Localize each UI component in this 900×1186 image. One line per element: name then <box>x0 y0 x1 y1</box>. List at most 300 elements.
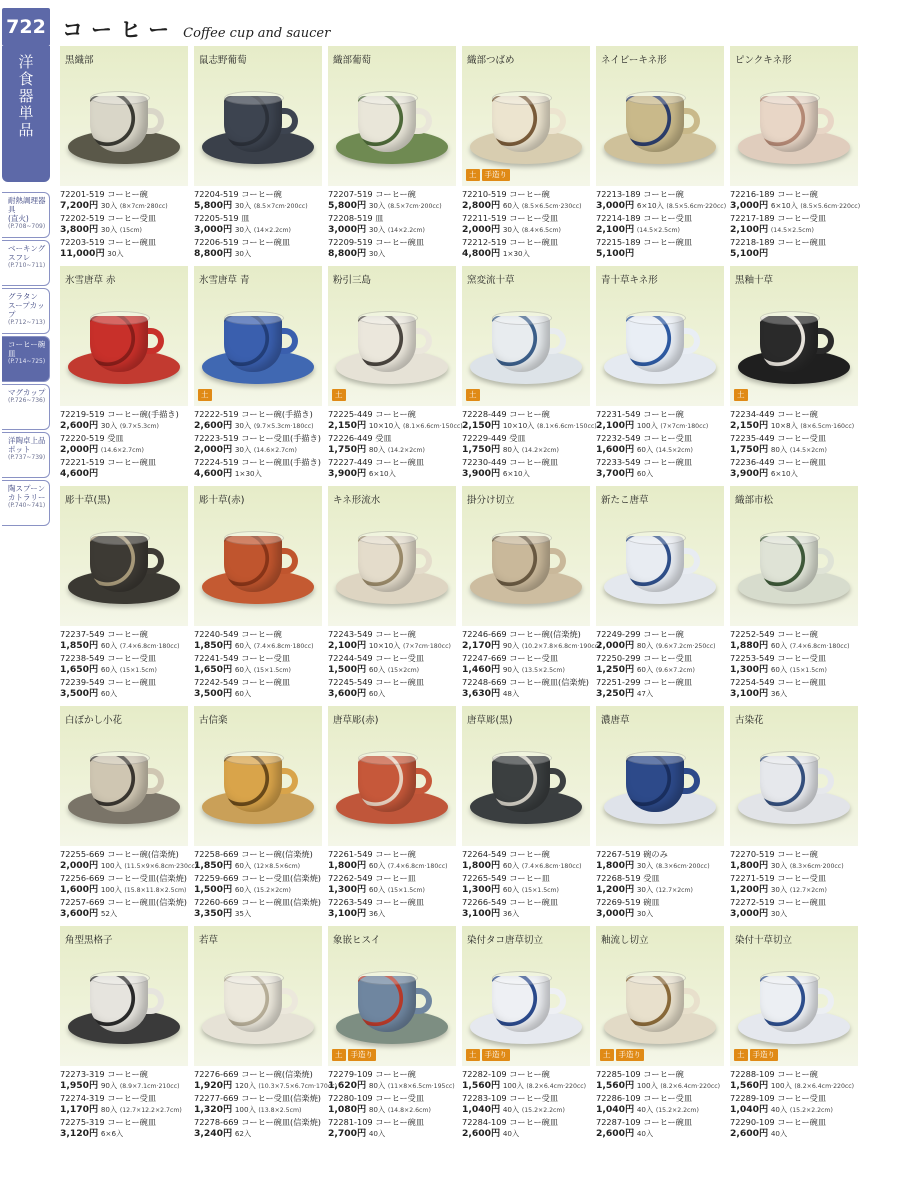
sidebar-section[interactable] <box>2 480 50 526</box>
cup-shape <box>224 96 282 152</box>
price-line <box>462 860 594 872</box>
product-name: 黒釉十草 <box>735 275 774 286</box>
sidebar-section-label: 洋陶卓上品 <box>8 436 46 445</box>
price: 5,100円 <box>730 248 769 260</box>
product-row <box>60 486 855 704</box>
pack-quantity: 60入 <box>234 641 252 651</box>
pack-quantity: 40入 <box>770 1129 788 1139</box>
dimensions: (8.2×6.4cm·220cc) <box>794 1083 855 1091</box>
dimensions: (15.2×2.2cm) <box>655 1107 699 1115</box>
pack-quantity: 30入 <box>770 909 788 919</box>
price: 3,100円 <box>328 908 367 920</box>
price: 3,100円 <box>462 908 501 920</box>
product-photo <box>462 266 590 406</box>
cup-shape <box>224 316 282 372</box>
product-card[interactable] <box>194 486 322 704</box>
price: 3,240円 <box>194 1128 233 1140</box>
product-card[interactable] <box>596 486 724 704</box>
product-card[interactable] <box>596 46 727 264</box>
pack-quantity: 40入 <box>502 1129 520 1139</box>
dimensions: (15.2×2cm) <box>253 887 291 895</box>
product-row <box>60 926 855 1144</box>
dimensions: (9.6×7.2cm) <box>655 667 695 675</box>
product-photo <box>194 926 322 1066</box>
price: 8,800円 <box>194 248 233 260</box>
product-name: 彫十草(赤) <box>199 495 245 506</box>
price-line <box>328 1128 460 1140</box>
item-code-line: 72204-519 コーヒー碗 <box>194 189 282 199</box>
item-code-line: 72215-189 コーヒー碗皿 <box>596 236 693 247</box>
pack-quantity: 60入 <box>502 885 520 895</box>
product-name: 角型黒格子 <box>65 935 113 946</box>
product-photo <box>60 926 188 1066</box>
price: 3,900円 <box>328 468 367 480</box>
item-code-line: 72224-519 コーヒー碗皿(手描き) <box>194 456 321 467</box>
cup-shape <box>760 316 818 372</box>
price-line <box>328 640 460 652</box>
pack-quantity: 60入 <box>100 689 118 699</box>
product-name: 若草 <box>199 935 219 946</box>
price-line <box>328 884 460 896</box>
item-code-line: 72208-519 皿 <box>328 212 384 223</box>
item-code-line: 72247-669 コーヒー受皿 <box>462 652 559 663</box>
product-name: 釉流し切立 <box>601 935 649 946</box>
product-info <box>730 409 862 480</box>
price: 1,800円 <box>730 860 769 872</box>
product-info <box>596 189 728 260</box>
product-card[interactable] <box>462 266 597 484</box>
item-code-line: 72249-299 コーヒー碗 <box>596 629 684 639</box>
item-code-line: 72232-549 コーヒー受皿 <box>596 432 693 443</box>
product-card[interactable] <box>328 486 456 704</box>
item-code-line: 72258-669 コーヒー碗(信楽焼) <box>194 849 313 859</box>
product-card[interactable] <box>60 266 188 484</box>
product-photo <box>328 926 456 1066</box>
product-info <box>194 629 326 700</box>
item-code-line: 72288-109 コーヒー碗 <box>730 1069 818 1079</box>
pack-quantity: 30入 <box>234 421 252 431</box>
price: 3,500円 <box>194 688 233 700</box>
pack-quantity: 30入 <box>100 421 118 431</box>
product-card[interactable] <box>596 926 724 1144</box>
material-badge: 土 <box>734 1049 748 1061</box>
price-line <box>194 420 326 432</box>
sidebar-section-label-2: (直火) <box>8 214 29 223</box>
price: 1,800円 <box>462 860 501 872</box>
dimensions: (14×2.2cm) <box>387 227 425 235</box>
item-code-line: 72253-549 コーヒー受皿 <box>730 652 827 663</box>
price: 1,650円 <box>194 664 233 676</box>
dimensions: (8.5×7cm·200cc) <box>387 203 442 211</box>
pack-quantity: 40入 <box>502 1105 520 1115</box>
dimensions: (8.5×5.6cm·220cc) <box>800 203 861 211</box>
item-code-line: 72266-549 コーヒー碗皿 <box>462 896 559 907</box>
product-row <box>60 266 855 484</box>
cup-shape <box>224 536 282 592</box>
price: 3,000円 <box>596 908 635 920</box>
pack-quantity: 80入 <box>636 641 654 651</box>
price-line <box>596 420 728 432</box>
price-line <box>596 1128 728 1140</box>
product-card[interactable] <box>462 706 590 924</box>
price: 1,600円 <box>60 884 99 896</box>
price-line <box>730 908 862 920</box>
product-name: 濃唐草 <box>601 715 630 726</box>
product-card[interactable] <box>462 46 590 264</box>
price: 2,000円 <box>596 640 635 652</box>
price-line <box>60 200 192 212</box>
price: 3,600円 <box>328 688 367 700</box>
price-line <box>462 640 601 652</box>
product-name: 鼠志野葡萄 <box>199 55 247 66</box>
product-info <box>730 1069 862 1140</box>
pack-quantity: 30入 <box>368 201 386 211</box>
product-card[interactable] <box>730 486 858 704</box>
product-name: 象嵌ヒスイ <box>333 935 381 946</box>
product-name: 彫十草(黒) <box>65 495 111 506</box>
item-code-line: 72202-519 コーヒー受皿 <box>60 212 157 223</box>
pack-quantity: 60入 <box>636 469 654 479</box>
dimensions: (9.7×5.3cm) <box>119 423 159 431</box>
pack-quantity: 1×30入 <box>234 469 262 479</box>
product-info <box>596 629 728 700</box>
sidebar-section-label: マグカップ <box>8 388 46 397</box>
price: 1,850円 <box>60 640 99 652</box>
price-line <box>194 664 326 676</box>
dimensions: (13.5×2.5cm) <box>521 667 565 675</box>
product-card[interactable] <box>730 266 858 484</box>
product-info <box>462 189 594 260</box>
cup-shape <box>626 316 684 372</box>
product-info <box>194 849 326 920</box>
product-info <box>328 189 460 260</box>
product-card[interactable] <box>60 926 188 1144</box>
dimensions: (14.2×2cm) <box>521 447 559 455</box>
product-card[interactable] <box>194 706 322 924</box>
price-line <box>328 860 460 872</box>
product-name: 染付タコ唐草切立 <box>467 935 544 946</box>
page-subtitle: Coffee cup and saucer <box>183 26 331 41</box>
pack-quantity: 90入 <box>100 1081 118 1091</box>
price: 4,800円 <box>462 248 501 260</box>
pack-quantity: 30入 <box>368 249 386 259</box>
price-line <box>596 884 728 896</box>
product-photo <box>60 706 188 846</box>
price-line <box>194 640 326 652</box>
price-line <box>596 640 728 652</box>
price: 3,000円 <box>730 200 769 212</box>
product-info <box>730 629 862 700</box>
price-line <box>462 688 594 700</box>
price-line <box>328 688 460 700</box>
product-card[interactable] <box>60 46 188 264</box>
price: 1,880円 <box>730 640 769 652</box>
sidebar <box>0 0 52 1186</box>
dimensions: (7.4×6.8cm·180cc) <box>253 643 314 651</box>
sidebar-section[interactable] <box>2 384 50 430</box>
price: 1,650円 <box>60 664 99 676</box>
price-line <box>60 1104 192 1116</box>
dimensions: (8.2×6.4cm·220cc) <box>660 1083 721 1091</box>
price-line <box>596 688 728 700</box>
material-badge: 土 <box>600 1049 614 1061</box>
dimensions: (8×6.5cm·160cc) <box>800 423 855 431</box>
price: 1,460円 <box>462 664 501 676</box>
price: 1,800円 <box>328 860 367 872</box>
category-char: 器 <box>18 87 34 105</box>
price: 1,040円 <box>462 1104 501 1116</box>
product-photo <box>730 486 858 626</box>
item-code-line: 72257-669 コーヒー碗皿(信楽焼) <box>60 896 187 907</box>
dimensions: (14.5×2cm) <box>789 447 827 455</box>
product-card[interactable] <box>596 706 724 924</box>
price-line <box>730 664 862 676</box>
pack-quantity: 80入 <box>368 1081 386 1091</box>
pack-quantity: 100入 <box>636 421 658 431</box>
pack-quantity: 36入 <box>770 689 788 699</box>
price: 2,000円 <box>194 444 233 456</box>
badge-group <box>600 1049 644 1061</box>
page-number: 722 <box>2 8 50 46</box>
dimensions: (8.5×5.6cm·220cc) <box>666 203 727 211</box>
product-photo <box>596 706 724 846</box>
dimensions: (12×8.5×6cm) <box>253 863 301 871</box>
product-card[interactable] <box>194 46 322 264</box>
price: 2,000円 <box>60 444 99 456</box>
price-line <box>730 884 862 896</box>
product-card[interactable] <box>60 486 188 704</box>
sidebar-section[interactable] <box>2 192 50 238</box>
pack-quantity: 60入 <box>100 665 118 675</box>
item-code-line: 72210-519 コーヒー碗 <box>462 189 550 199</box>
product-info <box>194 189 326 260</box>
price-line <box>730 200 862 212</box>
price: 3,800円 <box>60 224 99 236</box>
price: 1,800円 <box>596 860 635 872</box>
product-card[interactable] <box>328 926 456 1144</box>
cup-shape <box>626 536 684 592</box>
price-line <box>328 420 463 432</box>
dimensions: (8.3×6cm·200cc) <box>789 863 844 871</box>
item-code-line: 72238-549 コーヒー受皿 <box>60 652 157 663</box>
price-line <box>596 224 728 236</box>
sidebar-section[interactable] <box>2 432 50 478</box>
price: 2,150円 <box>730 420 769 432</box>
price: 3,000円 <box>730 908 769 920</box>
price: 1,040円 <box>596 1104 635 1116</box>
product-card[interactable] <box>194 266 322 484</box>
dimensions: (14.6×2.7cm) <box>253 447 297 455</box>
category-char: 品 <box>18 121 34 139</box>
price: 1,620円 <box>328 1080 367 1092</box>
product-photo <box>596 486 724 626</box>
pack-quantity: 60入 <box>636 665 654 675</box>
price: 3,350円 <box>194 908 233 920</box>
pack-quantity: 60入 <box>770 665 788 675</box>
product-info <box>60 189 192 260</box>
price-line <box>328 248 460 260</box>
price: 1,920円 <box>194 1080 233 1092</box>
item-code-line: 72267-519 碗のみ <box>596 849 668 859</box>
product-card[interactable] <box>328 46 456 264</box>
pack-quantity: 100入 <box>636 1081 658 1091</box>
pack-quantity: 30入 <box>636 909 654 919</box>
product-name: 黒織部 <box>65 55 94 66</box>
product-photo <box>328 46 456 186</box>
price: 2,600円 <box>596 1128 635 1140</box>
item-code-line: 72209-519 コーヒー碗皿 <box>328 236 425 247</box>
price-line <box>596 908 728 920</box>
price: 2,150円 <box>462 420 501 432</box>
item-code-line: 72269-519 碗皿 <box>596 896 660 907</box>
product-name: 氷雪唐草 青 <box>199 275 250 286</box>
pack-quantity: 1×30入 <box>502 249 530 259</box>
cup-shape <box>760 756 818 812</box>
cup-shape <box>626 756 684 812</box>
price: 3,900円 <box>730 468 769 480</box>
item-code-line: 72284-109 コーヒー碗皿 <box>462 1116 559 1127</box>
price: 1,320円 <box>194 1104 233 1116</box>
pack-quantity: 60入 <box>234 689 252 699</box>
category-char: 単 <box>18 104 34 122</box>
item-code-line: 72206-519 コーヒー碗皿 <box>194 236 291 247</box>
dimensions: (7.4×6.8cm·180cc) <box>789 643 850 651</box>
category-char: 食 <box>18 70 34 88</box>
dimensions: (14.5×2.5cm) <box>636 227 680 235</box>
price-line <box>462 468 594 480</box>
pack-quantity: 60入 <box>636 445 654 455</box>
pack-quantity: 30入 <box>234 201 252 211</box>
sidebar-section-pages: (P.726~736) <box>8 397 46 404</box>
dimensions: (8.2×6.4cm·220cc) <box>526 1083 587 1091</box>
product-info <box>194 409 326 480</box>
item-code-line: 72245-549 コーヒー碗皿 <box>328 676 425 687</box>
item-code-line: 72220-519 受皿 <box>60 432 124 443</box>
price: 5,100円 <box>596 248 635 260</box>
price-line <box>730 224 862 236</box>
product-info <box>596 1069 728 1140</box>
product-card[interactable] <box>462 486 601 704</box>
price: 2,000円 <box>60 860 99 872</box>
price: 3,630円 <box>462 688 501 700</box>
cup-shape <box>760 96 818 152</box>
item-code-line: 72233-549 コーヒー碗皿 <box>596 456 693 467</box>
pack-quantity: 62入 <box>234 1129 252 1139</box>
product-card[interactable] <box>328 706 456 924</box>
dimensions: (9.6×7.2cm·250cc) <box>655 643 716 651</box>
pack-quantity: 30入 <box>636 885 654 895</box>
product-card[interactable] <box>462 926 590 1144</box>
item-code-line: 72279-109 コーヒー碗 <box>328 1069 416 1079</box>
price: 2,700円 <box>328 1128 367 1140</box>
item-code-line: 72263-549 コーヒー碗皿 <box>328 896 425 907</box>
item-code-line: 72237-549 コーヒー碗 <box>60 629 148 639</box>
price: 1,300円 <box>328 884 367 896</box>
pack-quantity: 100入 <box>234 1105 256 1115</box>
product-photo <box>462 486 590 626</box>
product-card[interactable] <box>194 926 338 1144</box>
product-card[interactable] <box>328 266 463 484</box>
dimensions: (15×1.5cm) <box>789 667 827 675</box>
product-name: 唐草彫(赤) <box>333 715 379 726</box>
price-line <box>596 860 728 872</box>
product-info <box>328 849 460 920</box>
item-code-line: 72275-319 コーヒー碗皿 <box>60 1116 157 1127</box>
cup-shape <box>90 976 148 1032</box>
pack-quantity: 60入 <box>368 689 386 699</box>
item-code-line: 72246-669 コーヒー碗(信楽焼) <box>462 629 581 639</box>
price: 1,200円 <box>596 884 635 896</box>
product-name: 唐草彫(黒) <box>467 715 513 726</box>
item-code-line: 72276-669 コーヒー碗(信楽焼) <box>194 1069 313 1079</box>
sidebar-section[interactable] <box>2 336 50 382</box>
product-card[interactable] <box>730 926 858 1144</box>
dimensions: (14.5×2.5cm) <box>770 227 814 235</box>
dimensions: (14.6×2.7cm) <box>100 447 144 455</box>
material-badge: 手造り <box>482 169 511 181</box>
category-tab[interactable] <box>2 46 50 182</box>
item-code-line: 72240-549 コーヒー碗 <box>194 629 282 639</box>
price: 3,700円 <box>596 468 635 480</box>
product-photo <box>328 266 456 406</box>
category-char: 洋 <box>18 53 34 71</box>
product-info <box>60 1069 192 1140</box>
item-code-line: 72280-109 コーヒー受皿 <box>328 1092 425 1103</box>
product-name: 掛分け切立 <box>467 495 515 506</box>
product-photo <box>596 926 724 1066</box>
price-line <box>194 688 326 700</box>
price-line <box>60 860 198 872</box>
product-photo <box>730 266 858 406</box>
item-code-line: 72211-519 コーヒー受皿 <box>462 212 559 223</box>
pack-quantity: 52入 <box>100 909 118 919</box>
pack-quantity: 6×10入 <box>636 201 664 211</box>
cup-shape <box>358 96 416 152</box>
product-card[interactable] <box>730 46 861 264</box>
pack-quantity: 60入 <box>502 861 520 871</box>
item-code-line: 72271-519 コーヒー受皿 <box>730 872 827 883</box>
price-line <box>60 884 192 896</box>
price-line <box>596 1104 728 1116</box>
item-code-line: 72289-109 コーヒー受皿 <box>730 1092 827 1103</box>
dimensions: (15.2×2.2cm) <box>789 1107 833 1115</box>
product-name: ピンクキネ形 <box>735 55 792 66</box>
pack-quantity: 10×10入 <box>368 641 401 651</box>
cup-shape <box>492 976 550 1032</box>
price: 3,500円 <box>60 688 99 700</box>
pack-quantity: 100入 <box>100 861 122 871</box>
cup-shape <box>492 316 550 372</box>
price: 2,000円 <box>462 224 501 236</box>
product-card[interactable] <box>730 706 858 924</box>
dimensions: (7.4×6.8cm·180cc) <box>521 863 582 871</box>
product-info <box>462 1069 594 1140</box>
badge-group <box>466 389 480 401</box>
price-line <box>194 200 326 212</box>
product-card[interactable] <box>596 266 724 484</box>
sidebar-section-label-2: スフレ <box>8 253 31 262</box>
product-card[interactable] <box>60 706 198 924</box>
sidebar-section[interactable] <box>2 288 50 334</box>
sidebar-section-label: 耐熱調理器具 <box>8 196 46 214</box>
product-info <box>596 849 728 920</box>
pack-quantity: 80入 <box>368 445 386 455</box>
price-line <box>60 248 192 260</box>
pack-quantity: 40入 <box>368 1129 386 1139</box>
pack-quantity: 30入 <box>234 445 252 455</box>
sidebar-section[interactable] <box>2 240 50 286</box>
product-photo <box>194 266 322 406</box>
